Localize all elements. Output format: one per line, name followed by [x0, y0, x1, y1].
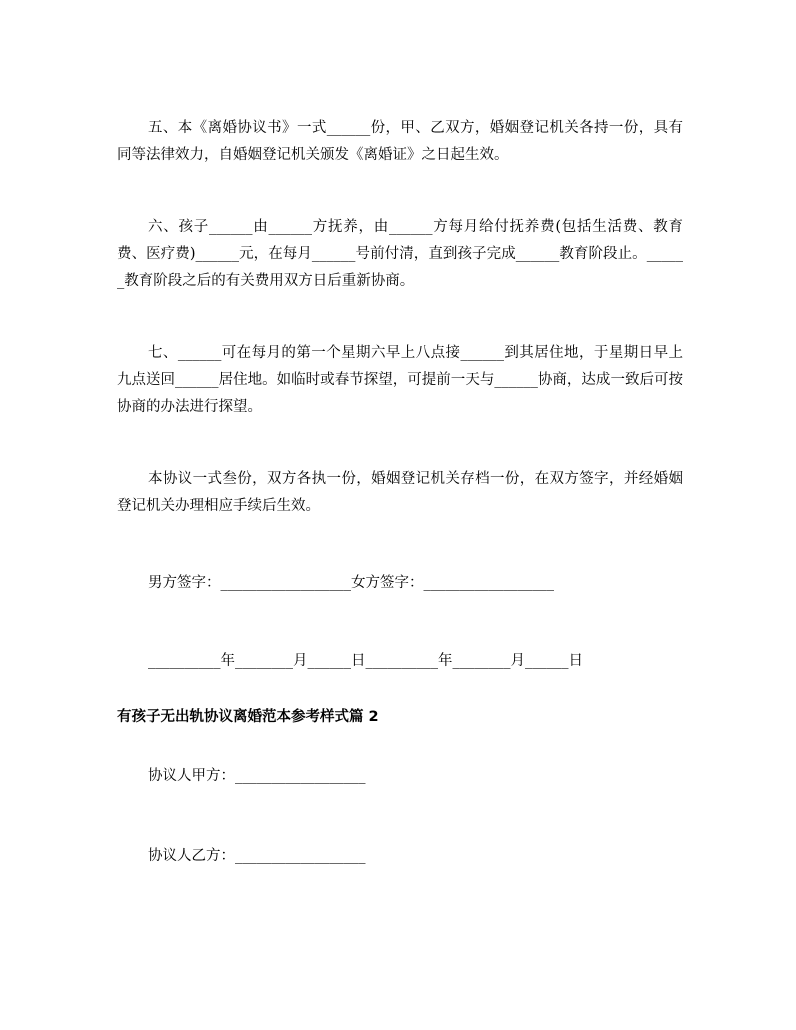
section-heading: 有孩子无出轨协议离婚范本参考样式篇 2	[117, 709, 379, 725]
party-a-line: 协议人甲方：__________________	[148, 768, 366, 784]
clause-seven-paragraph: 七、______可在每月的第一个星期六早上八点接______到其居住地，于星期日早上九点送回______居住地。如临时或春节探望，可提前一天与______协商，达成一致后可按协商的办法进行探望。	[117, 345, 683, 415]
clause-five-paragraph: 五、本《离婚协议书》一式______份，甲、乙双方，婚姻登记机关各持一份，具有同等法律效力，自婚姻登记机关颁发《离婚证》之日起生效。	[117, 120, 683, 163]
party-b-line: 协议人乙方：__________________	[148, 848, 366, 864]
signature-line: 男方签字：__________________女方签字：__________________	[148, 575, 554, 591]
agreement-copies-paragraph: 本协议一式叁份，双方各执一份，婚姻登记机关存档一份，在双方签字，并经婚姻登记机关办理相应手续后生效。	[117, 471, 683, 514]
clause-six-paragraph: 六、孩子______由______方抚养，由______方每月给付抚养费(包括生活费、教育费、医疗费)______元，在每月______号前付清，直到孩子完成______教育阶段止。______教育阶段之后的有关费用双方日后重新协商。	[117, 219, 683, 289]
date-line: __________年________月______日__________年________月______日	[148, 653, 583, 669]
